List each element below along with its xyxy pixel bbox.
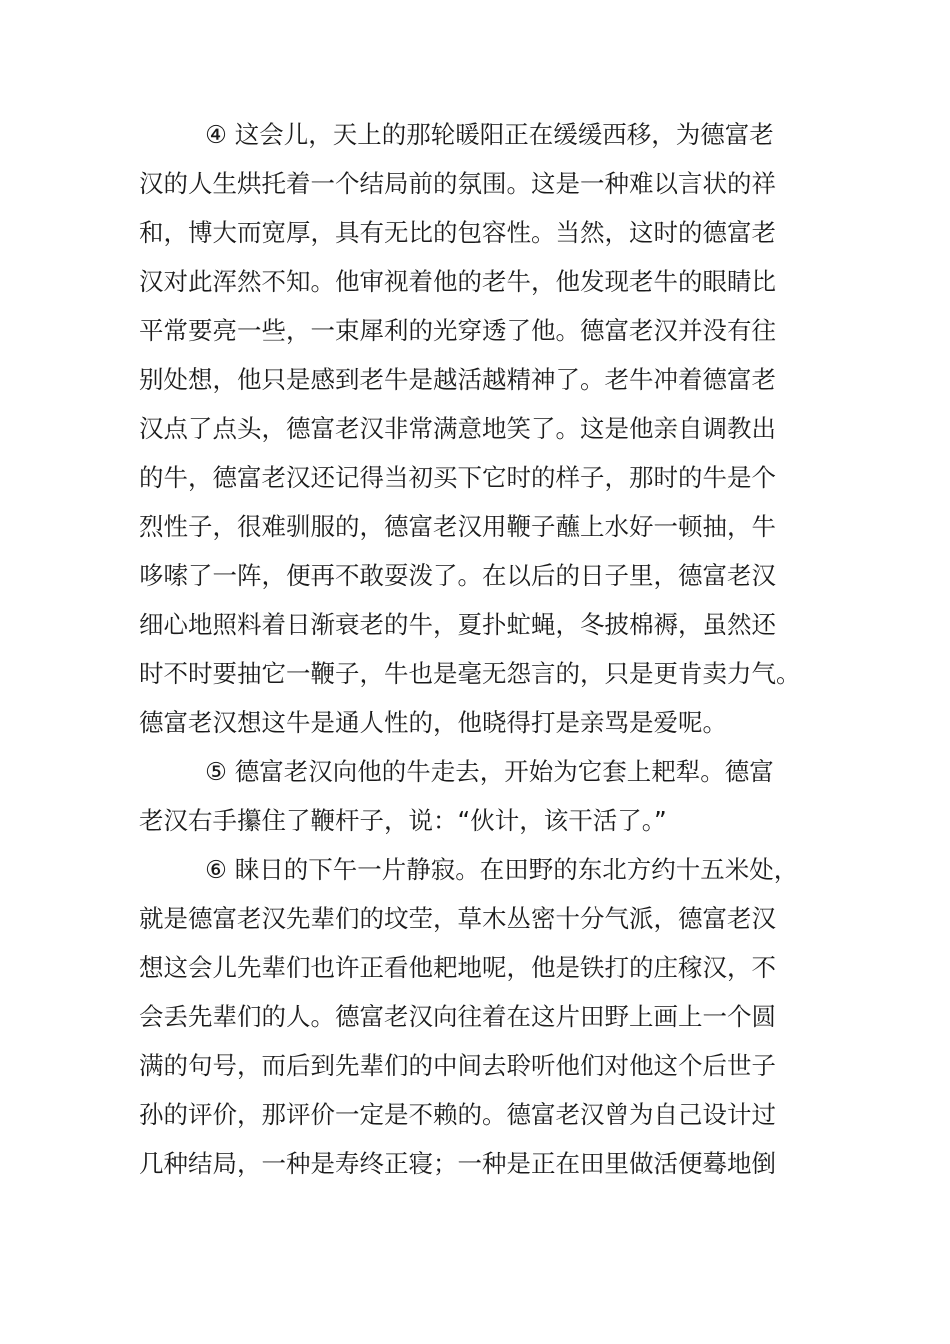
paragraph-6-line-5: 满的句号，而后到先辈们的中间去聆听他们对他这个后世子 xyxy=(139,1051,776,1080)
paragraph-4-line-5: 平常要亮一些，一束犀利的光穿透了他。德富老汉并没有往 xyxy=(139,316,776,345)
body-text xyxy=(139,110,829,1188)
paragraph-4-line-4: 汉对此浑然不知。他审视着他的老牛，他发现老牛的眼睛比 xyxy=(139,267,776,296)
paragraph-6-line-7: 几种结局，一种是寿终正寝；一种是正在田里做活便蓦地倒 xyxy=(139,1149,776,1178)
paragraph-5-line-1: ⑤ 德富老汉向他的牛走去，开始为它套上耙犁。德富 xyxy=(205,757,774,786)
paragraph-6-line-1: ⑥ 睐日的下午一片静寂。在田野的东北方约十五米处， xyxy=(205,855,799,884)
paragraph-6-line-6: 孙的评价，那评价一定是不赖的。德富老汉曾为自己设计过 xyxy=(139,1100,776,1129)
paragraph-4-line-1: ④ 这会儿，天上的那轮暖阳正在缓缓西移，为德富老 xyxy=(205,120,774,149)
paragraph-4-line-6: 别处想，他只是感到老牛是越活越精神了。老牛冲着德富老 xyxy=(139,365,776,394)
paragraph-4-line-8: 的牛，德富老汉还记得当初买下它时的样子，那时的牛是个 xyxy=(139,463,776,492)
paragraph-5-line-2: 老汉右手攥住了鞭杆子，说：“伙计，该干活了。” xyxy=(139,806,667,835)
paragraph-4-line-2: 汉的人生烘托着一个结局前的氛围。这是一种难以言状的祥 xyxy=(139,169,776,198)
paragraph-4-line-12: 时不时要抽它一鞭子，牛也是毫无怨言的，只是更肯卖力气。 xyxy=(139,659,801,688)
paragraph-4-line-7: 汉点了点头，德富老汉非常满意地笑了。这是他亲自调教出 xyxy=(139,414,776,443)
paragraph-4-line-13: 德富老汉想这牛是通人性的，他晓得打是亲骂是爱呢。 xyxy=(139,708,727,737)
paragraph-4-line-9: 烈性子，很难驯服的，德富老汉用鞭子蘸上水好一顿抽，牛 xyxy=(139,512,776,541)
paragraph-6-line-4: 会丢先辈们的人。德富老汉向往着在这片田野上画上一个圆 xyxy=(139,1002,776,1031)
paragraph-6-line-2: 就是德富老汉先辈们的坟茔，草木丛密十分气派，德富老汉 xyxy=(139,904,776,933)
paragraph-4-line-10: 哆嗦了一阵，便再不敢耍泼了。在以后的日子里，德富老汉 xyxy=(139,561,776,590)
paragraph-4-line-3: 和，博大而宽厚，具有无比的包容性。当然，这时的德富老 xyxy=(139,218,776,247)
paragraph-4-line-11: 细心地照料着日渐衰老的牛，夏扑虻蝇，冬披棉褥，虽然还 xyxy=(139,610,776,639)
paragraph-6-line-3: 想这会儿先辈们也许正看他耙地呢，他是铁打的庄稼汉，不 xyxy=(139,953,776,982)
